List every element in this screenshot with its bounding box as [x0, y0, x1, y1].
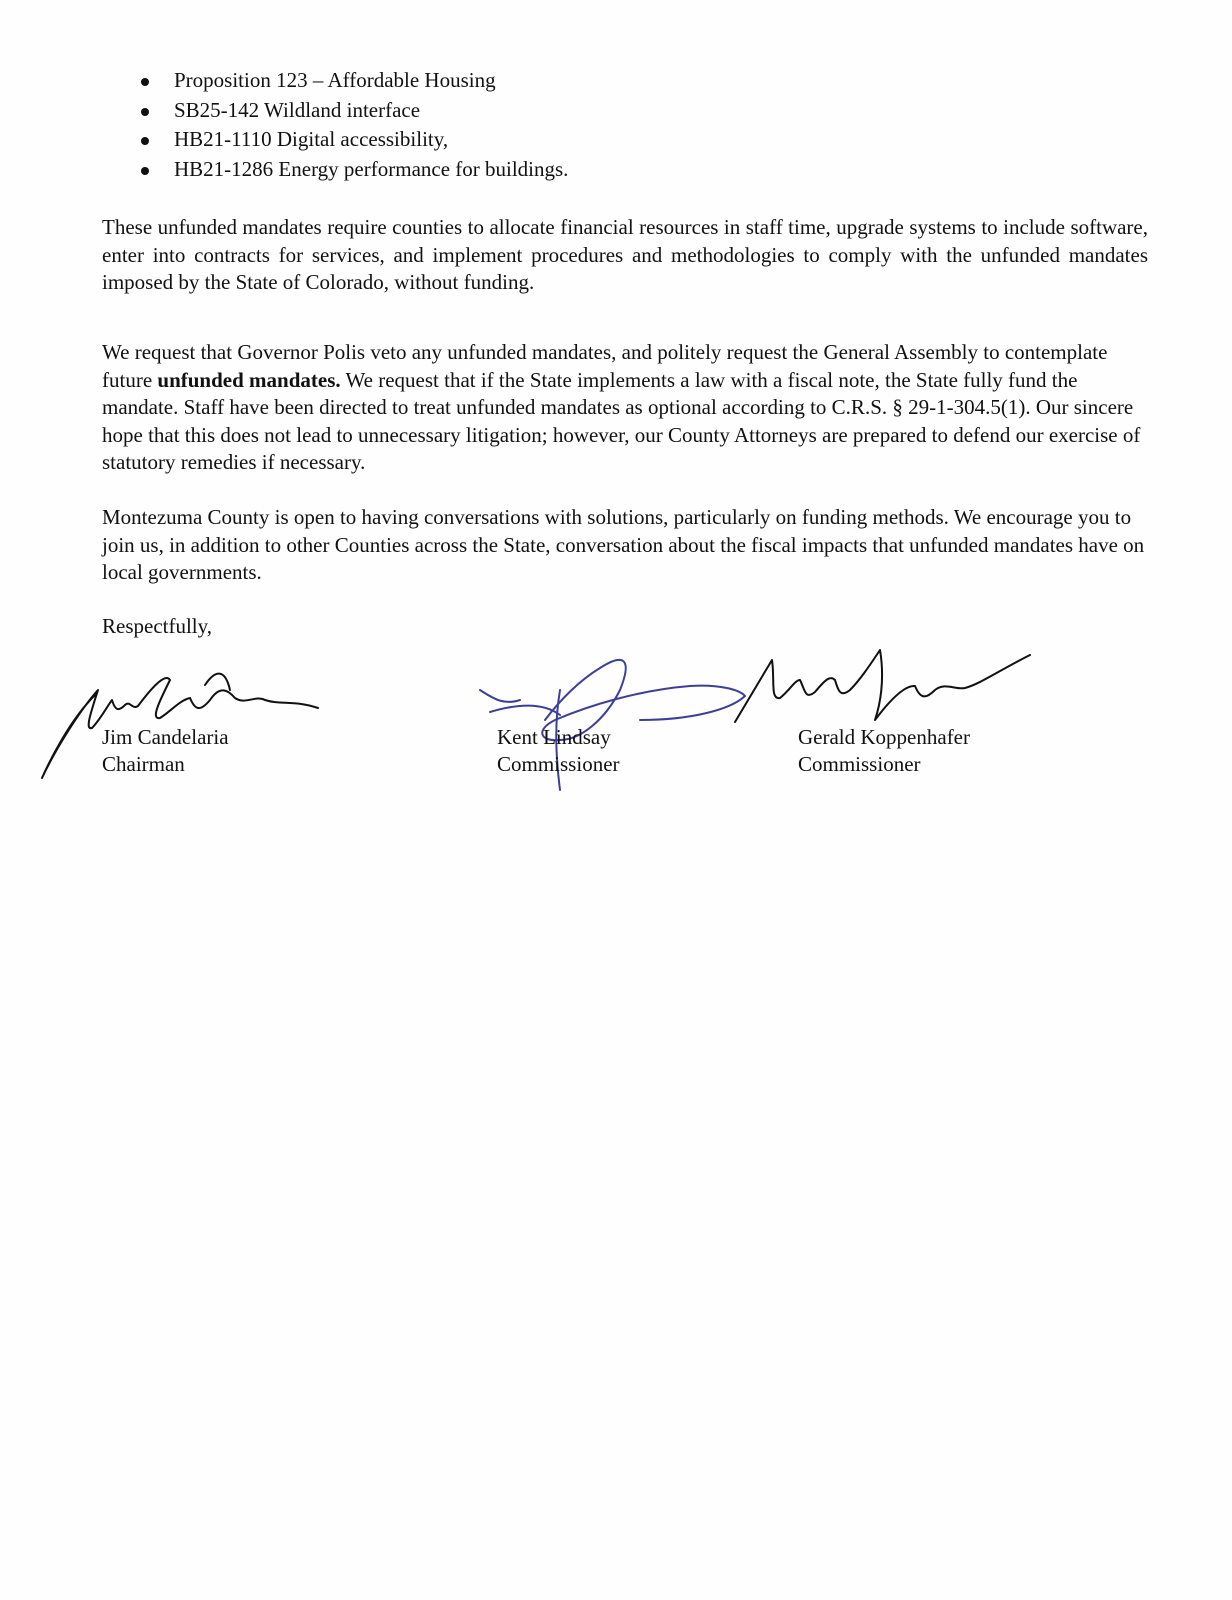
signatory-block [102, 724, 229, 778]
signatory-block [798, 724, 970, 778]
signatory-title: Commissioner [497, 752, 620, 776]
bold-emphasis: unfunded mandates. [157, 367, 341, 392]
mandate-list-item: HB21-1110 Digital accessibility, [140, 125, 568, 155]
signature-gerald-koppenhafer [735, 650, 1030, 722]
mandate-list-item: HB21-1286 Energy performance for buildings. [140, 155, 568, 185]
closing-salutation: Respectfully, [102, 614, 213, 638]
paragraph-text: We request that if the State implements a law with a fiscal note, the State fully fund the mandate. Staff have been directed to treat unfunded mandates as optional according to C.R.S. § 29-1-304.5(1). Our sincere hope that this does not lead to unnecessary litigation; however, our County Attorneys are prepared to defend our exercise of statutory remedies if necessary. [102, 367, 1141, 474]
signatory-title: Chairman [102, 752, 185, 776]
signatory-name: Kent Lindsay [497, 725, 611, 749]
signatory-block [497, 724, 620, 778]
paragraph-text: We request that Governor Polis veto any unfunded mandates, and politely request the General Assembly to contemplate future [102, 340, 1108, 392]
mandate-list-item: SB25-142 Wildland interface [140, 96, 568, 126]
signatory-title: Commissioner [798, 752, 921, 776]
signatory-name: Gerald Koppenhafer [798, 725, 970, 749]
signatory-name: Jim Candelaria [102, 725, 229, 749]
mandate-list [140, 66, 568, 184]
paragraph-unfunded-mandates: These unfunded mandates require counties to allocate financial resources in staff time, upgrade systems to include software, enter into contracts for services, and implement procedures and methodologies to comply with the unfunded mandates imposed by the State of Colorado, without funding. [102, 215, 1148, 294]
paragraph-veto-request [102, 339, 1148, 477]
paragraph-conversations: Montezuma County is open to having conversations with solutions, particularly on funding methods. We encourage you to join us, in addition to other Counties across the State, conversation about the fiscal impacts that unfunded mandates have on local governments. [102, 505, 1145, 584]
mandate-list-item: Proposition 123 – Affordable Housing [140, 66, 568, 96]
